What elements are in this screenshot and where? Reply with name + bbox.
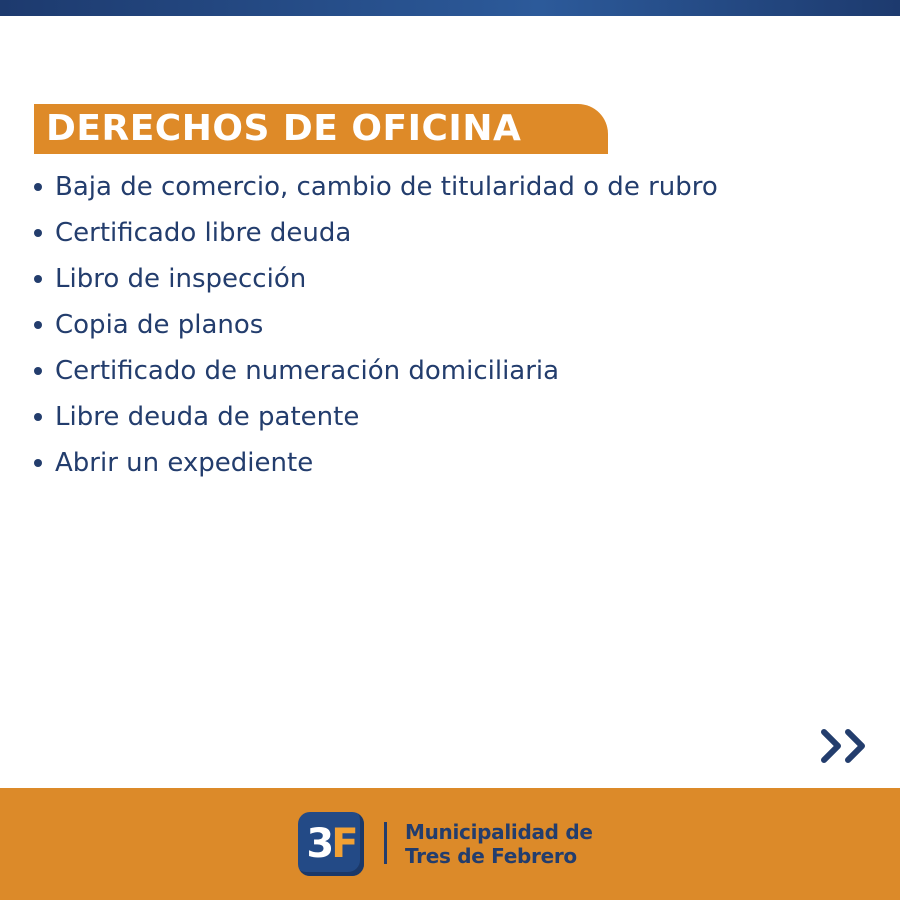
list-item-label: Libro de inspección — [55, 264, 307, 294]
footer-divider — [384, 822, 387, 864]
list-item — [32, 348, 718, 394]
bullet-icon — [34, 321, 42, 329]
bullet-icon — [34, 229, 42, 237]
list-item — [32, 256, 718, 302]
list-item-label: Libre deuda de patente — [55, 402, 360, 432]
list-item — [32, 302, 718, 348]
bullet-icon — [34, 183, 42, 191]
list-item-label: Certificado de numeración domiciliaria — [55, 356, 560, 386]
bullet-icon — [34, 459, 42, 467]
bullet-icon — [34, 275, 42, 283]
list-item — [32, 394, 718, 440]
org-name-line-2: Tres de Febrero — [405, 844, 577, 868]
procedures-list — [32, 164, 718, 486]
bullet-icon — [34, 367, 42, 375]
municipality-logo — [298, 812, 364, 876]
list-item-label: Baja de comercio, cambio de titularidad o de rubro — [55, 172, 718, 202]
list-item-label: Copia de planos — [55, 310, 264, 340]
logo-mark: 3F — [306, 821, 356, 867]
list-item — [32, 440, 718, 486]
section-title-banner — [34, 104, 608, 154]
list-item-label: Abrir un expediente — [55, 448, 314, 478]
top-accent-bar — [0, 0, 900, 16]
double-chevron-right-icon[interactable] — [818, 726, 874, 766]
list-item — [32, 164, 718, 210]
bullet-icon — [34, 413, 42, 421]
list-item — [32, 210, 718, 256]
org-name-line-1: Municipalidad de — [405, 820, 593, 844]
section-title: DERECHOS DE OFICINA — [46, 108, 522, 149]
organization-name — [405, 820, 593, 868]
list-item-label: Certificado libre deuda — [55, 218, 352, 248]
